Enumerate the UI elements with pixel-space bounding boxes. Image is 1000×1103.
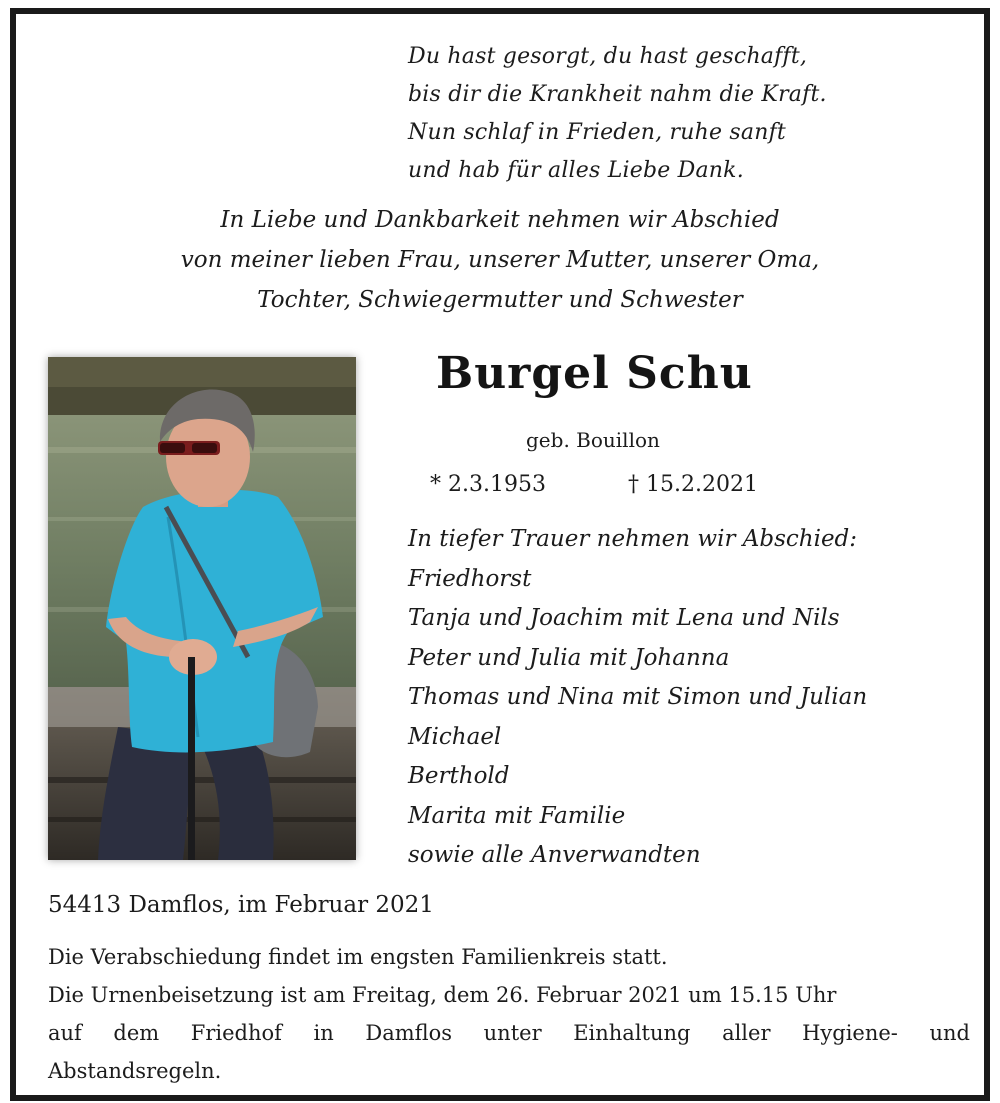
intro-line: von meiner lieben Frau, unserer Mutter, unserer Oma,: [180, 247, 820, 273]
intro-line: In Liebe und Dankbarkeit nehmen wir Abschied: [220, 207, 780, 233]
birth-date: * 2.3.1953: [430, 472, 546, 497]
intro-line: Tochter, Schwiegermutter und Schwester: [257, 287, 743, 313]
poem-line: bis dir die Krankheit nahm die Kraft.: [408, 82, 827, 107]
obituary-notice: [10, 8, 990, 1101]
poem-line: Du hast gesorgt, du hast geschafft,: [408, 44, 808, 69]
list-item: Michael: [408, 723, 502, 750]
intro-text: [56, 200, 944, 320]
place-and-date: 54413 Damflos, im Februar 2021: [48, 892, 434, 918]
mourners-heading: In tiefer Trauer nehmen wir Abschied:: [408, 526, 858, 552]
poem: [408, 38, 928, 190]
list-item: Tanja und Joachim mit Lena und Nils: [408, 605, 840, 631]
maiden-name: geb. Bouillon: [526, 428, 660, 452]
funeral-line: auf dem Friedhof in Damflos unter Einhaltung aller Hygiene- und: [48, 1021, 970, 1045]
portrait-photo: [48, 357, 356, 860]
deceased-name: Burgel Schu: [436, 348, 753, 399]
funeral-information: [48, 938, 970, 1090]
list-item: Berthold: [408, 763, 510, 789]
list-item: sowie alle Anverwandten: [408, 842, 701, 868]
list-item: Marita mit Familie: [408, 802, 626, 829]
funeral-line: Die Urnenbeisetzung ist am Freitag, dem 26. Februar 2021 um 15.15 Uhr: [48, 983, 837, 1007]
mourners-list: [408, 520, 867, 876]
list-item: Peter und Julia mit Johanna: [408, 644, 730, 671]
poem-line: und hab für alles Liebe Dank.: [408, 158, 744, 183]
funeral-line: Abstandsregeln.: [48, 1059, 222, 1083]
list-item: Thomas und Nina mit Simon und Julian: [408, 684, 868, 710]
funeral-line: Die Verabschiedung findet im engsten Familienkreis statt.: [48, 945, 668, 969]
poem-line: Nun schlaf in Frieden, ruhe sanft: [408, 120, 786, 145]
death-date: † 15.2.2021: [628, 472, 758, 497]
list-item: Friedhorst: [408, 565, 532, 592]
